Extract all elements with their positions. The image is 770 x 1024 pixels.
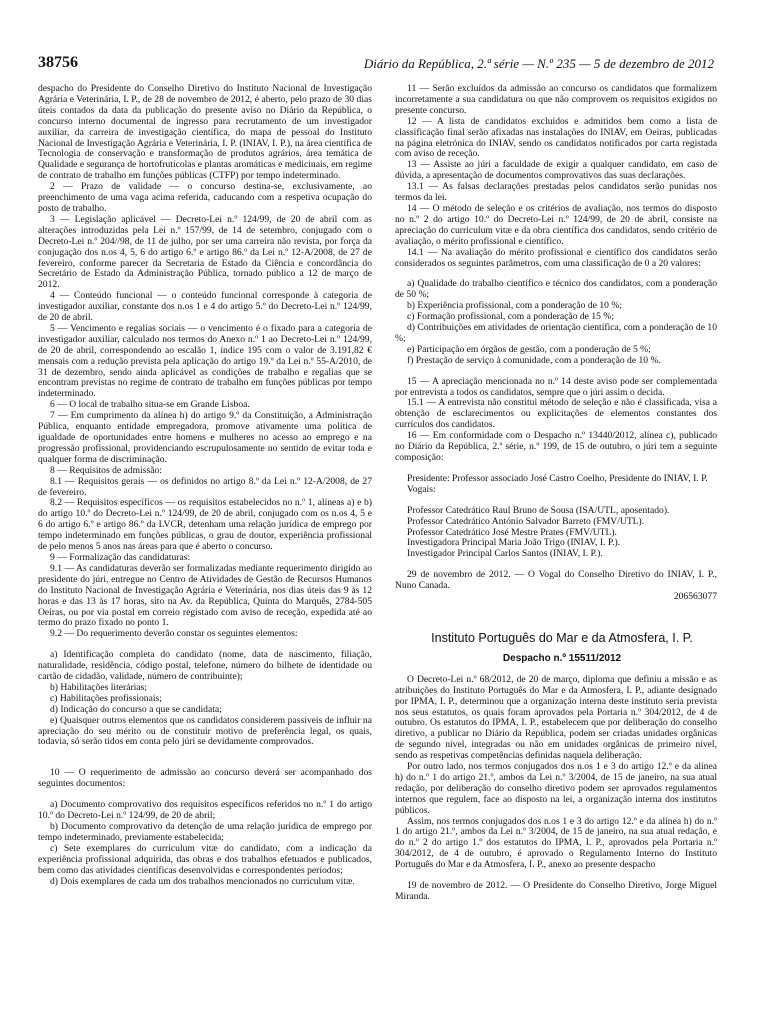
paragraph: 4 — Conteúdo funcional — o conteúdo funcional corresponde à categoria de investigador auxiliar, constante dos n.os 1 e 4 do artigo 5.º do Decreto-Lei n.º 124/99, de 20 de abril.	[38, 290, 372, 324]
reference-number: 206563077	[673, 591, 717, 603]
list-item: c) Sete exemplares do curriculum vitæ do candidato, com a indicação da experiência profissional adquirida, das obras e dos trabalhos efetuados e publicados, bem como das atividades científicas desenvolvidas e correspondentes períodos;	[38, 842, 372, 876]
jury-member: Investigadora Principal Maria João Trigo (INIAV, I. P.).	[407, 537, 621, 549]
paragraph: 9.1 — As candidaturas deverão ser formalizadas mediante requerimento dirigido ao presidente do júri, entregue no Centro de Atividades de Gestão de Recursos Humanos do Instituto Nacional de Investigação Agrária e Veterinária, nos dias úteis das 9 às 12 horas e das 13 às 17 horas, sito na Av. da República, Quinta do Marquês, 2784-505 Oeiras, ou por via postal em correio registado com aviso de receção, expedida até ao termo do prazo fixado no ponto 1.	[38, 562, 372, 629]
paragraph: 8.1 — Requisitos gerais — os definidos no artigo 8.º da Lei n.º 12-A/2008, de 27 de fevereiro.	[38, 475, 372, 498]
list-item: c) Habilitações profissionais;	[50, 692, 162, 704]
paragraph: Por outro lado, nos termos conjugados dos n.os 1 e 3 do artigo 12.º e da alínea h) do n.º 1 do artigo 21.º, ambos da Lei n.º 3/2004, de 15 de janeiro, na sua atual redação, por deliberação do conselho diretivo podem ser aprovados regulamentos internos que regulem, face ao disposto na lei, a organização interna dos institutos públicos.	[395, 761, 717, 816]
paragraph: 6 — O local de trabalho situa-se em Grande Lisboa.	[50, 399, 250, 411]
left-column	[38, 84, 372, 887]
signature-line: 19 de novembro de 2012. — O Presidente do Conselho Diretivo, Jorge Miguel Miranda.	[395, 880, 717, 902]
signature-line: 29 de novembro de 2012. — O Vogal do Conselho Diretivo do INIAV, I. P., Nuno Canada.	[395, 569, 717, 592]
paragraph: O Decreto-Lei n.º 68/2012, de 20 de março, diploma que definiu a missão e as atribuições do Instituto Português do Mar e da Atmosfera, I. P., adiante designado por IPMA, I. P., determinou que a organização interna deste instituto seria prevista nos seus estatutos, os quais foram aprovados pela Portaria n.º 304/2012, de 4 de outubro. Os estatutos do IPMA, I. P., estabelecem que por deliberação do conselho diretivo, a publicar no Diário da República, podem ser criadas unidades orgânicas de segundo nível, integradas ou não em unidades orgânicas de primeiro nível, sendo as respetivas competências definidas naquela deliberação.	[395, 673, 717, 762]
paragraph: 7 — Em cumprimento da alínea h) do artigo 9.º da Constituição, a Administração Pública, enquanto entidade empregadora, promove ativamente uma política de igualdade de oportunidades entre homens e mulheres no acesso ao emprego e na progressão profissional, providenciando escrupulosamente no sentido de evitar toda e qualquer forma de discriminação.	[38, 410, 372, 465]
paragraph: 3 — Legislação aplicável — Decreto-Lei n.º 124/99, de 20 de abril com as alterações introduzidas pela Lei n.º 157/99, de 14 de setembro, conjugado com o Decreto-Lei n.º 204//98, de 11 de julho, por ser uma carreira não revista, por força da conjugação dos n.os 4, 5, 6 do artigo 6.º e artigo 86.º da Lei n.º 12-A/2008, de 27 de fevereiro, conforme parecer da Secretaria de Estado da Ciência e concordância do Secretário de Estado da Administração Pública, tornado público a 12 de março de 2012.	[38, 213, 372, 291]
list-item: e) Participação em órgãos de gestão, com a ponderação de 5 %;	[407, 343, 651, 355]
jury-member: Professor Catedrático José Mestre Prates (FMV/UTL).	[407, 526, 617, 538]
right-column	[395, 84, 717, 903]
jury-member: Professor Catedrático Raul Bruno de Sousa (ISA/UTL, aposentado).	[407, 504, 670, 516]
list-item: d) Indicação do concurso a que se candidata;	[50, 703, 222, 715]
paragraph: 14.1 — Na avaliação do mérito profissional e científico dos candidatos serão considerados os seguintes parâmetros, com uma classificação de 0 a 20 valores:	[395, 246, 717, 269]
page-header	[38, 54, 714, 74]
page-number: 38756	[38, 54, 78, 71]
jury-president: Presidente: Professor associado José Castro Coelho, Presidente do INIAV, I. P.	[407, 472, 708, 484]
list-item: b) Habilitações literárias;	[50, 681, 147, 693]
jury-member: Investigador Principal Carlos Santos (INIAV, I. P.).	[407, 548, 603, 560]
journal-title: Diário da República, 2.ª série — N.º 235 — 5 de dezembro de 2012	[363, 56, 714, 71]
list-item: d) Contribuições em atividades de orientação científica, com a ponderação de 10 %;	[395, 322, 717, 344]
paragraph: 16 — Em conformidade com o Despacho n.º 13440/2012, alínea c), publicado no Diário da República, 2.ª série, n.º 199, de 15 de outubro, o júri tem a seguinte composição:	[395, 430, 717, 463]
paragraph: 9.2 — Do requerimento deverão constar os seguintes elementos:	[50, 628, 298, 640]
list-item: b) Documento comprovativo da detenção de uma relação jurídica de emprego por tempo indeterminado, previamente estabelecida;	[38, 821, 372, 843]
paragraph: 9 — Formalização das candidaturas:	[50, 551, 191, 563]
paragraph: 15.1 — A entrevista não constitui método de seleção e não é classificada, visa a obtenção de esclarecimentos ou explicitações de elementos constantes dos currículos dos candidatos.	[395, 397, 717, 431]
list-item: f) Prestação de serviço à comunidade, com a ponderação de 10 %.	[407, 354, 661, 366]
paragraph: 15 — A apreciação mencionada no n.º 14 deste aviso pode ser complementada por entrevista a todos os candidatos, sempre que o júri assim o decida.	[395, 375, 717, 398]
jury-vogais-label: Vogais:	[407, 483, 436, 495]
institute-title: Instituto Português do Mar e da Atmosfera, I. P.	[431, 630, 693, 645]
list-item: a) Qualidade do trabalho científico e técnico dos candidatos, com a ponderação de 50 %;	[395, 278, 717, 301]
paragraph: despacho do Presidente do Conselho Diretivo do Instituto Nacional de Investigação Agrária e Veterinária, I. P., de 28 de novembro de 2012, é aberto, pelo prazo de 30 dias úteis contados da data da publicação do presente aviso no Diário da República, o concurso interno documental de ingresso para recrutamento de um investigador auxiliar, da carreira de investigação científica, do mapa de pessoal do Instituto Nacional de Investigação Agrária e Veterinária, I. P. (INIAV, I. P.), na área científica de Tecnologia de conservação e transformação de produtos agrários, área temática de Qualidade e segurança de hortofrutícolas e plantas aromáticas e medicinais, em regime de contrato de trabalho em funções públicas (CTFP) por tempo indeterminado.	[38, 83, 372, 182]
paragraph: 10 — O requerimento de admissão ao concurso deverá ser acompanhado dos seguintes documentos:	[38, 767, 372, 790]
jury-member: Professor Catedrático António Salvador Barreto (FMV/UTL).	[407, 515, 645, 527]
list-item: e) Quaisquer outros elementos que os candidatos considerem passíveis de influir na apreciação do seu mérito ou de constituir motivo de preferência legal, os quais, todavia, só serão tidos em conta pelo júri se devidamente comprovados.	[38, 714, 372, 748]
paragraph: 12 — A lista de candidatos excluídos e admitidos bem como a lista de classificação final serão afixadas nas instalações do INIAV, em Oeiras, publicadas na página eletrónica do INIAV, sendo os candidatos notificados por carta registada com aviso de receção.	[395, 115, 717, 160]
paragraph: 5 — Vencimento e regalias sociais — o vencimento é o fixado para a categoria de investigador auxiliar, calculado nos termos do Anexo n.º 1 ao Decreto-Lei n.º 124/99, de 20 de abril, correspondendo ao escalão 1, índice 195 com o valor de 3.191,82 € mensais com a redução prevista pela aplicação do artigo 19.º da Lei n.º 55-A/2010, de 31 de dezembro, sendo ainda aplicável as condições de trabalho e regalias que se encontram previstas no regime de contrato de trabalho em funções públicas por tempo indeterminado.	[38, 322, 372, 400]
list-item: a) Documento comprovativo dos requisitos específicos referidos no n.º 1 do artigo 10.º do Decreto-Lei n.º 124/99, de 20 de abril;	[38, 799, 372, 822]
paragraph: 13.1 — As falsas declarações prestadas pelos candidatos serão punidas nos termos da lei.	[395, 181, 717, 204]
paragraph: 2 — Prazo de validade — o concurso destina-se, exclusivamente, ao preenchimento de uma vaga acima referida, caducando com a respetiva ocupação do posto de trabalho.	[38, 181, 372, 214]
paragraph: 11 — Serão excluídos da admissão ao concurso os candidatos que formalizem incorretamente a sua candidatura ou que não comprovem os requisitos exigidos no presente concurso.	[395, 83, 717, 116]
list-item: a) Identificação completa do candidato (nome, data de nascimento, filiação, naturalidade, residência, código postal, telefone, número do bilhete de identidade ou cartão de cidadão, validade, número de contribuinte);	[38, 649, 372, 683]
paragraph: 14 — O método de seleção e os critérios de avaliação, nos termos do disposto no n.º 2 do artigo 10.º do Decreto-Lei n.º 124/99, de 20 de abril, consiste na apreciação do curriculum vitæ e da obra científica dos candidatos, sendo critério de avaliação, o mérito profissional e científico.	[395, 202, 717, 247]
paragraph: 8 — Requisitos de admissão:	[50, 464, 162, 476]
list-item: b) Experiência profissional, com a ponderação de 10 %;	[407, 300, 622, 312]
despacho-title: Despacho n.º 15511/2012	[502, 652, 622, 664]
paragraph: 8.2 — Requisitos específicos — os requisitos estabelecidos no n.º 1, alíneas a) e b) do artigo 10.º do Decreto-Lei n.º 124/99, de 20 de abril, conjugado com os n.os 4, 5 e 6 do artigo 6.º e artigo 86.º da LVCR, detenham uma relação jurídica de emprego por tempo indeterminado em funções públicas, o grau de doutor, experiência profissional de pelo menos 5 anos nas áreas para que é aberto o concurso.	[38, 497, 372, 553]
paragraph: Assim, nos termos conjugados dos n.os 1 e 3 do artigo 12.º e da alínea h) do n.º 1 do artigo 21.º, ambos da Lei n.º 3/2004, de 15 de janeiro, na sua atual redação, e do n.º 2 do artigo 1.º dos estatutos do IPMA, I. P., aprovados pela Portaria n.º 304/2012, de 4 de outubro, é aprovado o Regulamento Interno do Instituto Português do Mar e da Atmosfera, I. P., anexo ao presente despacho	[395, 815, 717, 871]
list-item: d) Dois exemplares de cada um dos trabalhos mencionados no curriculum vitæ.	[50, 875, 355, 887]
list-item: c) Formação profissional, com a ponderação de 15 %;	[407, 311, 614, 323]
paragraph: 13 — Assiste ao júri a faculdade de exigir a qualquer candidato, em caso de dúvida, a apresentação de documentos comprovativos das suas declarações.	[395, 159, 717, 182]
